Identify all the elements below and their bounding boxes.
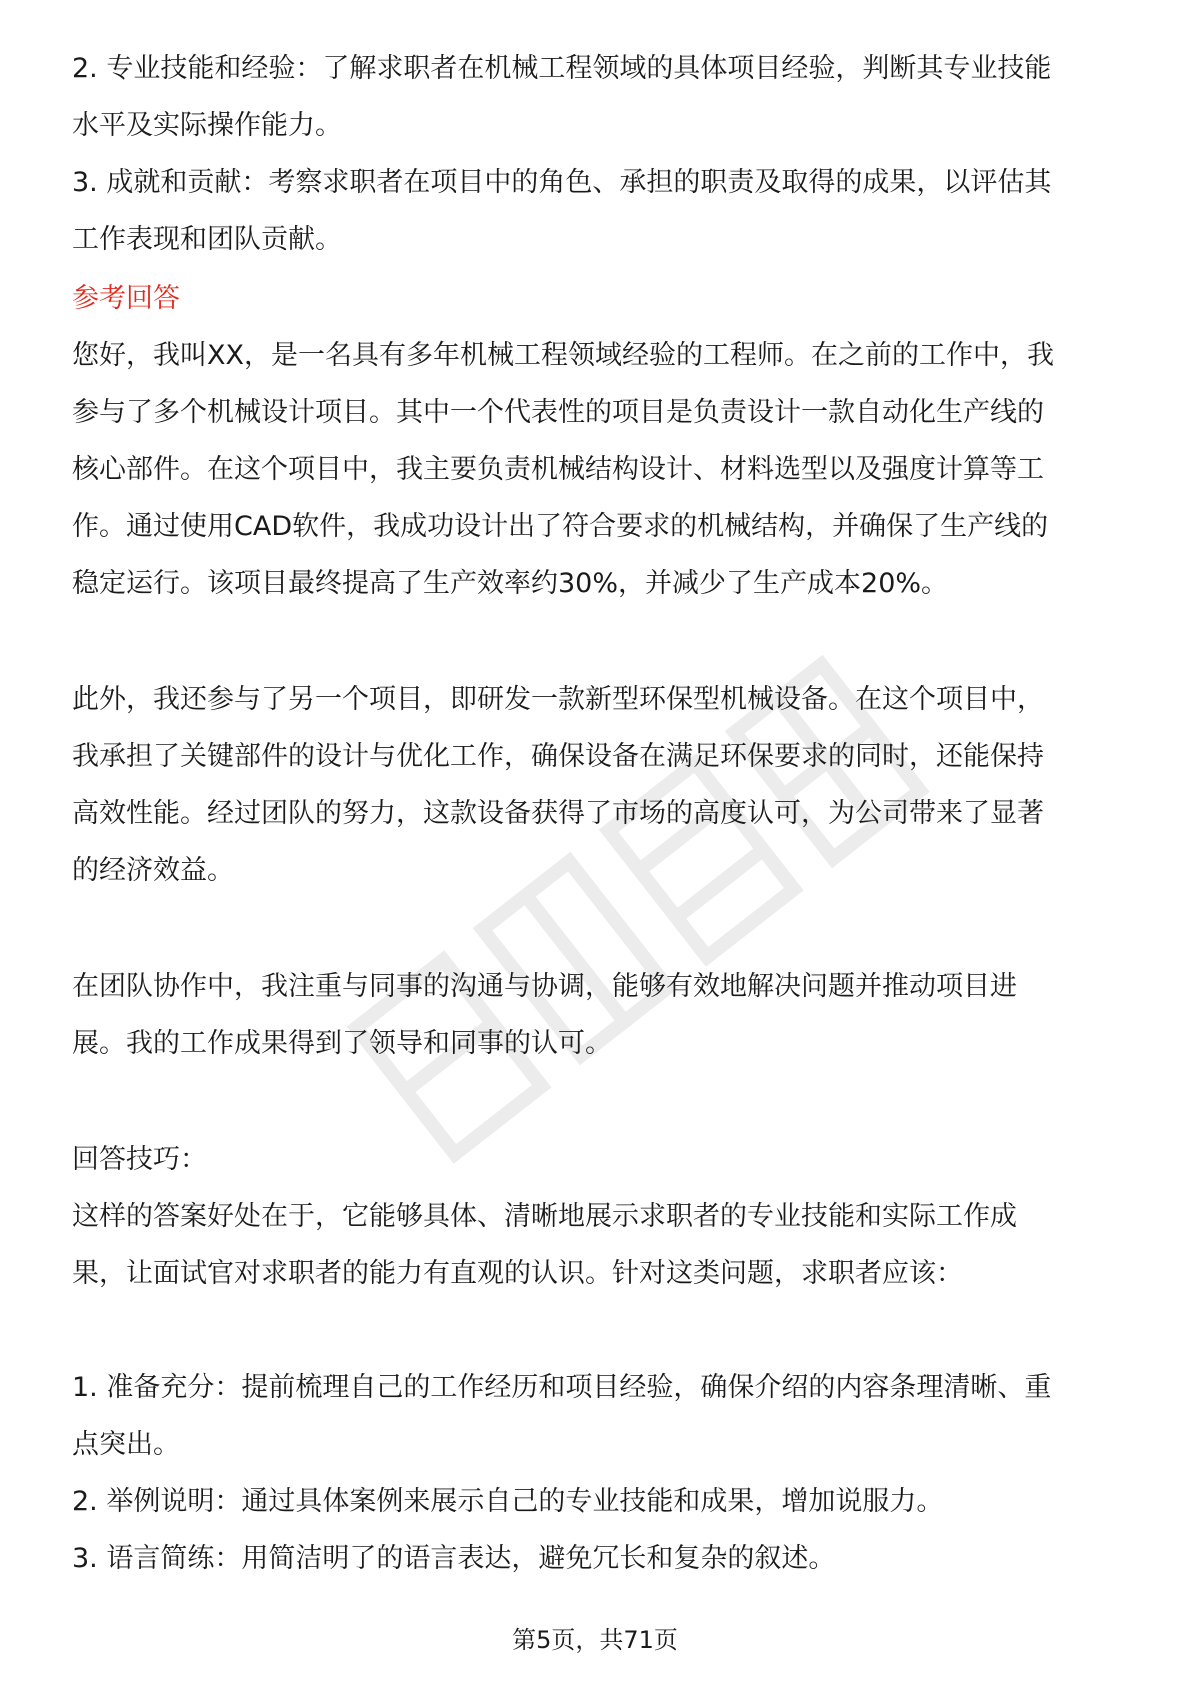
answer-paragraph-2 [72,671,1122,899]
text-line: 3. 成就和贡献：考察求职者在项目中的角色、承担的职责及取得的成果，以评估其 [72,167,1052,198]
text-line: 果，让面试官对求职者的能力有直观的认识。针对这类问题，求职者应该： [72,1258,963,1289]
text-line: 点突出。 [72,1429,180,1460]
tip-point-2 [72,1473,1122,1530]
paragraph-gap [72,612,1122,671]
document-page [72,40,1122,1587]
tips-heading: 回答技巧： [72,1144,207,1175]
text-line: 高效性能。经过团队的努力，这款设备获得了市场的高度认可，为公司带来了显著 [72,798,1044,829]
text-line: 我承担了关键部件的设计与优化工作，确保设备在满足环保要求的同时，还能保持 [72,741,1044,772]
text-line: 参与了多个机械设计项目。其中一个代表性的项目是负责设计一款自动化生产线的 [72,397,1044,428]
text-line: 核心部件。在这个项目中，我主要负责机械结构设计、材料选型以及强度计算等工 [72,454,1044,485]
text-line: 稳定运行。该项目最终提高了生产效率约30%，并减少了生产成本20%。 [72,568,949,599]
text-line: 这样的答案好处在于，它能够具体、清晰地展示求职者的专业技能和实际工作成 [72,1201,1017,1232]
tip-point-1 [72,1359,1122,1473]
text-line: 在团队协作中，我注重与同事的沟通与协调，能够有效地解决问题并推动项目进 [72,971,1017,1002]
intro-point-3 [72,154,1122,268]
text-line: 2. 举例说明：通过具体案例来展示自己的专业技能和成果，增加说服力。 [72,1486,944,1517]
answer-paragraph-1 [72,327,1122,612]
text-line: 水平及实际操作能力。 [72,110,342,141]
text-line: 工作表现和团队贡献。 [72,224,342,255]
page-number-footer: 第5页，共71页 [512,1626,678,1654]
tips-intro [72,1188,1122,1302]
paragraph-gap [72,1302,1122,1359]
text-line: 1. 准备充分：提前梳理自己的工作经历和项目经验，确保介绍的内容条理清晰、重 [72,1372,1052,1403]
text-line: 的经济效益。 [72,855,234,886]
text-line: 作。通过使用CAD软件，我成功设计出了符合要求的机械结构，并确保了生产线的 [72,511,1049,542]
tip-point-3 [72,1530,1122,1587]
text-line: 2. 专业技能和经验：了解求职者在机械工程领域的具体项目经验，判断其专业技能 [72,53,1052,84]
text-line: 3. 语言简练：用简洁明了的语言表达，避免冗长和复杂的叙述。 [72,1543,836,1574]
text-line: 展。我的工作成果得到了领导和同事的认可。 [72,1028,612,1059]
paragraph-gap [72,1072,1122,1131]
answer-paragraph-3 [72,958,1122,1072]
text-line: 您好，我叫XX，是一名具有多年机械工程领域经验的工程师。在之前的工作中，我 [72,340,1054,371]
paragraph-gap [72,899,1122,958]
text-line: 此外，我还参与了另一个项目，即研发一款新型环保型机械设备。在这个项目中， [72,684,1044,715]
intro-point-2 [72,40,1122,154]
reference-answer-heading: 参考回答 [72,283,180,314]
